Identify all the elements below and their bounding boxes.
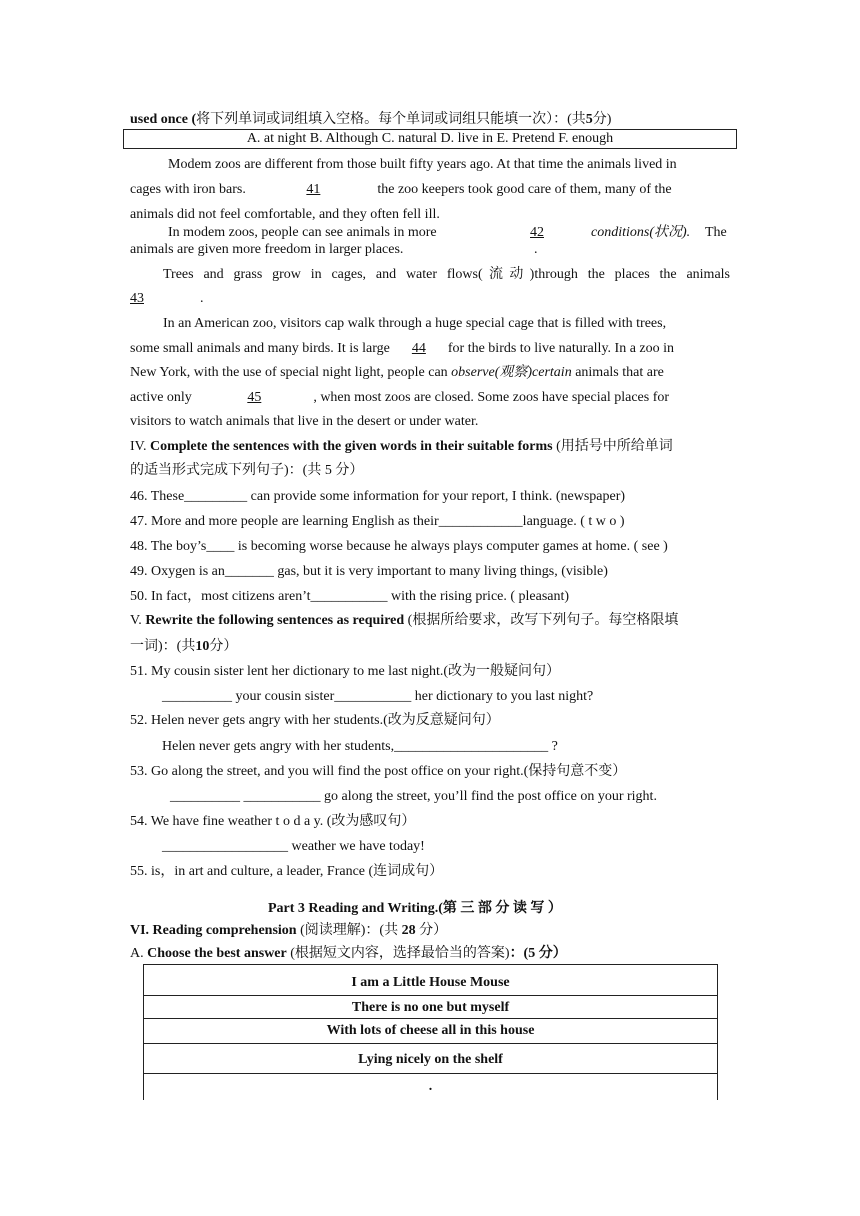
passage-line: New York, with the use of special night light, people can observe(观察)certain animals that are	[130, 365, 664, 380]
passage-line: visitors to watch animals that live in the desert or under water.	[130, 414, 479, 429]
question-46: 46. These_________ can provide some information for your report, I think. (newspaper)	[130, 489, 626, 504]
question-53: 53. Go along the street, and you will find the post office on your right.(保持句意不变）	[130, 764, 627, 779]
answer-54: __________________ weather we have today!	[162, 839, 425, 854]
poem-line: I am a Little House Mouse	[144, 965, 717, 996]
section-v-heading-cont: 一词)：(共10分）	[130, 639, 238, 654]
answer-51: __________ your cousin sister___________ her dictionary to you last night?	[162, 689, 594, 704]
blank-41[interactable]: 41	[306, 182, 321, 197]
blank-42[interactable]: 42 conditions(状况).	[530, 225, 691, 240]
question-49: 49. Oxygen is an_______ gas, but it is very important to many living things, (visible)	[130, 564, 608, 579]
passage-line: Modem zoos are different from those built fifty years ago. At that time the animals lived in	[168, 157, 677, 172]
poem-line: With lots of cheese all in this house	[144, 1019, 717, 1044]
passage-line: animals did not feel comfortable, and they often fell ill.	[130, 207, 440, 222]
blank-43[interactable]: 43 .	[130, 291, 204, 306]
blank-44[interactable]: 44	[411, 341, 426, 356]
part3-title: Part 3 Reading and Writing.(第 三 部 分 读 写 ）	[268, 901, 562, 916]
answer-53: __________ ___________ go along the street, you’ll find the post office on your right.	[170, 789, 657, 804]
poem-line: .	[428, 1079, 433, 1094]
poem-line: Lying nicely on the shelf	[144, 1044, 717, 1074]
section-v-heading: V. Rewrite the following sentences as required (根据所给要求，改写下列句子。每空格限填	[130, 613, 679, 628]
poem-table	[143, 964, 718, 1100]
passage-line: Trees and grass grow in cages, and water flows(流动)through the places the animals	[163, 267, 730, 282]
word-bank-box: A. at night B. Although C. natural D. live in E. Pretend F. enough	[123, 129, 737, 149]
passage-line: .	[534, 242, 538, 257]
question-48: 48. The boy’s____ is becoming worse because he always plays computer games at home. ( see )	[130, 539, 668, 554]
poem-line: There is no one but myself	[144, 996, 717, 1019]
blank-45[interactable]: 45	[247, 390, 262, 405]
section-a-heading: A. Choose the best answer (根据短文内容，选择最恰当的答案)：(5 分）	[130, 946, 567, 961]
question-51: 51. My cousin sister lent her dictionary to me last night.(改为一般疑问句）	[130, 664, 561, 679]
passage-line: some small animals and many birds. It is large 44 for the birds to live naturally. In a zoo in	[130, 341, 675, 356]
question-52: 52. Helen never gets angry with her students.(改为反意疑问句）	[130, 713, 500, 728]
question-50: 50. In fact，most citizens aren’t___________ with the rising price. ( pleasant)	[130, 589, 570, 604]
passage-line: In modem zoos, people can see animals in more	[168, 225, 437, 240]
question-54: 54. We have fine weather t o d a y. (改为感叹句）	[130, 814, 416, 829]
question-55: 55. is，in art and culture, a leader, France (连词成句）	[130, 864, 444, 879]
passage-line: cages with iron bars. 41 the zoo keepers took good care of them, many of the	[130, 182, 672, 197]
answer-52: Helen never gets angry with her students,______________________ ?	[162, 739, 558, 754]
passage-line: active only 45 , when most zoos are closed. Some zoos have special places for	[130, 390, 670, 405]
question-47: 47. More and more people are learning English as their____________language. ( t w o )	[130, 514, 625, 529]
section-iv-heading: IV. Complete the sentences with the given words in their suitable forms (用括号中所给单词	[130, 439, 673, 454]
section-vi-heading: VI. Reading comprehension (阅读理解)：(共 28 分）	[130, 923, 448, 938]
passage-line: animals are given more freedom in larger places.	[130, 242, 404, 257]
passage-line: The	[705, 225, 727, 240]
passage-line: In an American zoo, visitors cap walk through a huge special cage that is filled with trees,	[163, 316, 667, 331]
section-iv-heading-cont: 的适当形式完成下列句子)：(共 5 分）	[130, 463, 364, 478]
section-heading: used once (将下列单词或词组填入空格。每个单词或词组只能填一次）：(共5分)	[130, 112, 612, 127]
